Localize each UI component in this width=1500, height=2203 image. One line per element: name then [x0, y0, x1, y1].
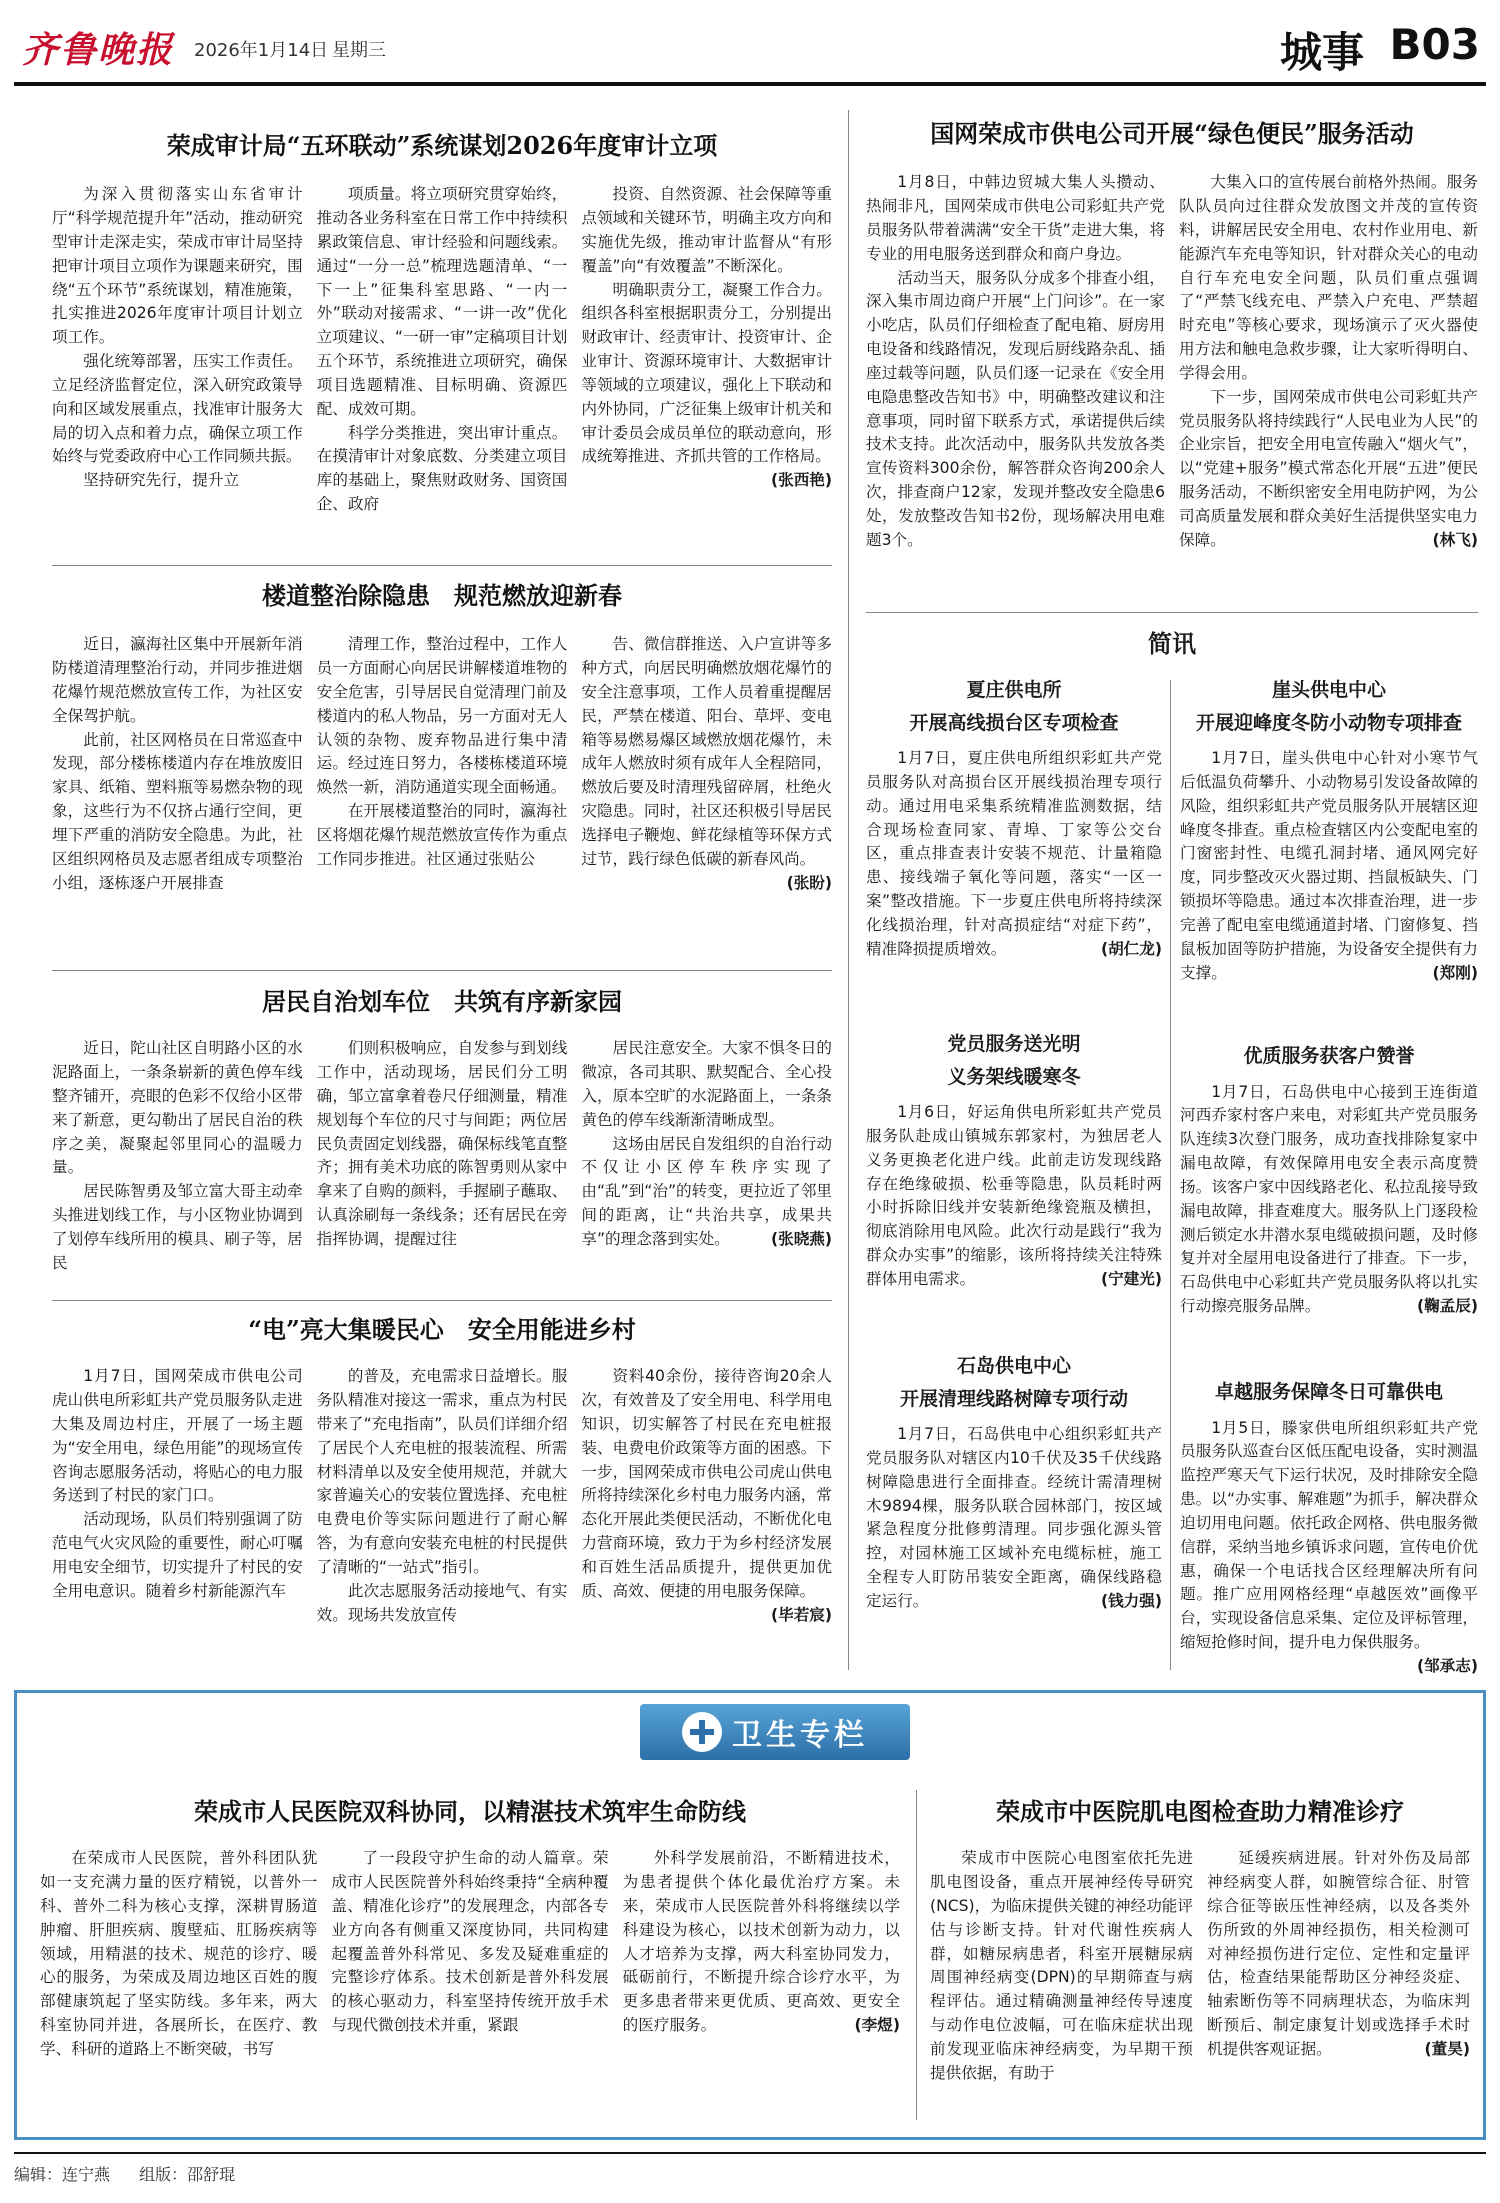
- paragraph: 明确职责分工，凝聚工作合力。组织各科室根据职责分工，分别提出财政审计、经责审计、投资审计、企业审计、资源环境审计、大数据审计等领域的立项建议，强化上下联动和内外协同，广泛征集上级审计机关和审计委员会成员单位的联动意向，形成统筹推进、齐抓共管的工作格局。 (张西艳): [581, 279, 832, 470]
- article-column: [581, 1037, 832, 1325]
- article-column: [581, 633, 832, 993]
- brief-body: 1月7日，石岛供电中心接到王连街道河西乔家村客户来电，对彩虹共产党员服务队连续3次登门服务，成功查找排除复家中漏电故障，有效保障用电安全表示高度赞扬。该客户家中因线路老化、私拉乱接导致漏电故障，排查难度大。服务队上门逐段检测后锁定水井潜水泵电缆破损问题，及时修复并对全屋用电设备进行了排查。下一步，石岛供电中心彩虹共产党员服务队将以扎实行动擦亮服务品牌。 (鞠孟辰): [1180, 1081, 1478, 1393]
- paragraph: 大集入口的宣传展台前格外热闹。服务队队员向过往群众发放图文并茂的宣传资料，讲解居民安全用电、农村作业用电、新能源汽车充电等知识，针对群众关心的电动自行车充电安全问题，队员们重点强调了“严禁飞线充电、严禁入户充电、严禁超时充电”等核心要求，现场演示了灭火器使用方法和触电急救步骤，让大家听得明白、学得会用。: [1179, 173, 1478, 382]
- article-column: [317, 633, 568, 993]
- brief-item: [1180, 676, 1478, 1047]
- article-audit: [52, 130, 832, 578]
- article-headline: 荣成市中医院肌电图检查助力精准诊疗: [996, 1797, 1404, 1826]
- masthead-rule: [14, 82, 1486, 86]
- article-headline: 荣成市人民医院双科协同，以精湛技术筑牢生命防线: [194, 1797, 746, 1826]
- page-number: B03: [1389, 20, 1480, 69]
- paragraph: 资料40余份，接待咨询20余人次，有效普及了安全用电、科学用电知识，切实解答了村民在充电桩报装、电费电价政策等方面的困惑。下一步，国网荣成市供电公司虎山供电所将持续深化乡村电力服务内涵，常态化开展此类便民活动，不断优化电力营商环境，致力于为乡村经济发展和百姓生活品质提升，提供更加优质、高效、便捷的用电服务保障。 (毕若宸): [581, 1365, 832, 1603]
- paragraph: 强化统筹部署，压实工作责任。立足经济监督定位，深入研究政策导向和区域发展重点，找准审计服务大局的切入点和着力点，确保立项工作始终与党委政府中心工作同频共振。: [52, 352, 303, 466]
- article-column: 延缓疾病进展。针对外伤及局部神经病变人群，如腕管综合征、肘管综合征等嵌压性神经病，以及各类外伤所致的外周神经损伤，相关检测可对神经损伤进行定位、定性和定量评估，检查结果能帮助区分神经炎症、轴索断伤等不同病理状态，为临床判断预后、制定康复计划或选择手术时机提供客观证据。 (董昊): [1207, 1847, 1470, 2127]
- article-column: [866, 171, 1165, 631]
- article-column: [581, 1365, 832, 1675]
- author-credit: (鞠孟辰): [1416, 1297, 1478, 1316]
- divider: [848, 110, 849, 1670]
- brief-title: 开展清理线路树障专项行动: [899, 1387, 1128, 1410]
- article-column: [581, 183, 832, 578]
- article-column: 在荣成市人民医院，普外科团队犹如一支充满力量的医疗精锐，以普外一科、普外二科为核心支撑，深耕胃肠道肿瘤、肝胆疾病、腹壁疝、肛肠疾病等领域，用精湛的技术、规范的诊疗、暖心的服务，为荣成及周边地区百姓的腹部健康筑起了坚实防线。多年来，两大科室协同并进，各展所长，在医疗、教学、科研的道路上不断突破，书写: [40, 1849, 318, 2058]
- briefs-section: [866, 624, 1478, 659]
- paragraph: 近日，陀山社区自明路小区的水泥路面上，一条条崭新的黄色停车线整齐铺开，亮眼的色彩不仅给小区带来了新意，更勾勒出了居民自治的秩序之美，凝聚起邻里同心的温暖力量。: [52, 1039, 303, 1177]
- brief-body: 1月7日，石岛供电中心组织彩虹共产党员服务队对辖区内10千伏及35千伏线路树障隐患进行全面排查。经统计需清理树木9894棵，服务队联合园林部门，按区域紧急程度分批修剪清理。同步强化源头管控，对园林施工区域补充电缆标桩，施工全程专人盯防吊装安全距离，确保线路稳定运行。 (钱力强): [866, 1423, 1162, 1673]
- article-column: 外科学发展前沿，不断精进技术，为患者提供个体化最优治疗方案。未来，荣成市人民医院普外科将继续以学科建设为核心，以技术创新为动力，以人才培养为支撑，两大科室协同发力，砥砺前行，不断提升综合诊疗水平，为更多患者带来更优质、更高效、更安全的医疗服务。 (李煜): [623, 1847, 900, 2127]
- brief-body: 1月6日，好运角供电所彩虹共产党员服务队赴成山镇城东郭家村，为独居老人义务更换老化进户线。此前走访发现线路存在绝缘破损、松垂等隐患，队员耗时两小时拆除旧线并安装新绝缘瓷瓶及横担，彻底消除用电风险。此次行动是践行“我为群众办实事”的缩影，该所将持续关注特殊群体用电需求。 (宁建光): [866, 1101, 1162, 1331]
- divider: [1170, 680, 1171, 1670]
- article-market-power: [52, 1314, 832, 1675]
- paragraph: 在开展楼道整治的同时，瀛海社区将烟花爆竹规范燃放宣传作为重点工作同步推进。社区通过张贴公: [316, 802, 568, 868]
- brief-title: 开展高线损台区专项检查: [909, 711, 1119, 734]
- paragraph: 项质量。将立项研究贯穿始终，推动各业务科室在日常工作中持续积累政策信息、审计经验和问题线索。通过“一分一总”梳理选题清单、“一下一上”征集科室思路、“一内一外”联动对接需求、“一讲一改”优化立项建议、“一研一审”定稿项目计划五个环节，系统推进立项研究，确保项目选题精准、目标明确、资源匹配、成效可期。: [316, 185, 568, 418]
- paragraph: 1月8日，中韩边贸城大集人头攒动、热闹非凡，国网荣成市供电公司彩虹共产党员服务队带着满满“安全干货”走进大集，将专业的用电服务送到群众和商户身边。: [866, 173, 1165, 263]
- author-credit: (邹承志): [1416, 1656, 1478, 1675]
- paragraph: 投资、自然资源、社会保障等重点领域和关键环节，明确主攻方向和实施优先级，推动审计监督从“有形覆盖”向“有效覆盖”不断深化。: [581, 185, 833, 275]
- author-credit: (张盼): [786, 873, 833, 892]
- article-column: [52, 1037, 303, 1325]
- issue-weekday: 星期三: [332, 40, 386, 61]
- brief-title: 义务架线暖寒冬: [947, 1065, 1081, 1088]
- brief-item: [866, 1352, 1162, 1673]
- article-column: [52, 633, 303, 993]
- author-credit: (林飞): [1432, 530, 1478, 549]
- paragraph: 为深入贯彻落实山东省审计厅“科学规范提升年”活动，推动研究型审计走深走实，荣成市审计局坚持把审计项目立项作为课题来研究，围绕“五个环节”系统谋划，精准施策，扎实推进2026年度审计项目计划立项工作。: [52, 185, 303, 347]
- article-emg-check: [930, 1796, 1470, 2127]
- page-footer: [14, 2152, 1486, 2185]
- health-column-label: 卫生专栏: [732, 1718, 868, 1753]
- masthead: [14, 0, 1486, 92]
- brief-org: 石岛供电中心: [956, 1355, 1071, 1377]
- editor-credit: 编辑：连宁燕: [14, 2165, 111, 2184]
- author-credit: (钱力强): [1100, 1591, 1162, 1610]
- article-column: [52, 183, 303, 578]
- paragraph: 1月7日，国网荣成市供电公司虎山供电所彩虹共产党员服务队走进大集及周边村庄，开展了一场主题为“安全用电，绿色用能”的现场宣传咨询志愿服务活动，将贴心的电力服务送到了村民的家门口。: [52, 1367, 303, 1505]
- brief-body: 1月7日，崖头供电中心针对小寒节气后低温负荷攀升、小动物易引发设备故障的风险，组织彩虹共产党员服务队开展辖区迎峰度冬排查。重点检查辖区内公变配电室的门窗密封性、电缆孔洞封堵、通风网完好度，同步整改灭火器过期、挡鼠板缺失、门锁损坏等隐患。通过本次排查治理，进一步完善了配电室电缆通道封堵、门窗修复、挡鼠板加固等防护措施，为设备安全提供有力支撑。 (郑刚): [1180, 747, 1478, 1047]
- paragraph: 居民注意安全。大家不惧冬日的微凉，各司其职、默契配合、全心投入，原本空旷的水泥路面上，一条条黄色的停车线渐渐清晰成型。: [581, 1039, 833, 1129]
- article-column: [317, 1365, 568, 1675]
- article-column: 荣成市中医院心电图室依托先进肌电图设备，重点开展神经传导研究(NCS)，为临床提供关键的神经功能评估与诊断支持。针对代谢性疾病人群，如糖尿病患者，科室开展糖尿病周围神经病变(DPN)的早期筛查与病程评估。通过精确测量神经传导速度与动作电位波幅，可在临床症状出现前发现亚临床神经病变，为早期干预提供依据，有助于: [930, 1849, 1193, 2082]
- author-credit: (董昊): [1424, 2039, 1470, 2058]
- author-credit: (毕若宸): [770, 1605, 833, 1624]
- brief-item: [1180, 1042, 1478, 1393]
- paragraph: 此次志愿服务活动接地气、有实效。现场共发放宣传: [316, 1581, 568, 1624]
- author-credit: (张晓燕): [770, 1229, 833, 1248]
- article-hospital-surgery: [40, 1796, 900, 2127]
- medical-cross-icon: [682, 1712, 722, 1752]
- divider: [866, 612, 1478, 613]
- brief-item: [1180, 1378, 1478, 1687]
- paragraph: 这场由居民自发组织的自治行动不仅让小区停车秩序实现了由“乱”到“治”的转变，更拉近了邻里间的距离，让“共治共享，成果共享”的理念落到实处。 (张晓燕): [581, 1133, 832, 1252]
- article-parking: [52, 986, 832, 1325]
- paragraph: 告、微信群推送、入户宣讲等多种方式，向居民明确燃放烟花爆竹的安全注意事项，工作人员着重提醒居民，严禁在楼道、阳台、草坪、变电箱等易燃易爆区域燃放烟花爆竹，未成年人燃放时须有成年人全程陪同，燃放后要及时清理残留碎屑，杜绝火灾隐患。同时，社区还积极引导居民选择电子鞭炮、鲜花绿植等环保方式过节，践行绿色低碳的新春风尚。 (张盼): [581, 633, 832, 871]
- paragraph: 们则积极响应，自发参与到划线工作中，活动现场，居民们分工明确，邹立富拿着卷尺仔细测量，精准规划每个车位的尺寸与间距；两位居民负责固定划线器，确保标线笔直整齐；拥有美术功底的陈智勇则从家中拿来了自购的颜料，手握刷子蘸取、认真涂刷每一条线条；还有居民在旁指挥协调，提醒过往: [316, 1039, 568, 1248]
- paragraph: 下一步，国网荣成市供电公司彩虹共产党员服务队将持续践行“人民电业为人民”的企业宗旨，把安全用电宣传融入“烟火气”，以“党建+服务”模式常态化开展“五进”便民服务活动，不断织密安全用电防护网，为公司高质量发展和群众美好生活提供坚实电力保障。 (林飞): [1179, 386, 1478, 553]
- brief-title: 卓越服务保障冬日可靠供电: [1214, 1381, 1443, 1403]
- paragraph: 的普及，充电需求日益增长。服务队精准对接这一需求，重点为村民带来了“充电指南”，队员们详细介绍了居民个人充电桩的报装流程、所需材料清单以及安全使用规范，并就大家普遍关心的安装位置选择、充电桩电费电价等实际问题进行了耐心解答，为有意向安装充电桩的村民提供了清晰的“一站式”指引。: [316, 1367, 568, 1576]
- article-column: [52, 1365, 303, 1675]
- author-credit: (胡仁龙): [1100, 939, 1162, 958]
- paragraph: 居民陈智勇及邹立富大哥主动牵头推进划线工作，与小区物业协调到了划停车线所用的模具、刷子等，居民: [52, 1182, 303, 1272]
- author-credit: (宁建光): [1100, 1269, 1162, 1288]
- article-column: 了一段段守护生命的动人篇章。荣成市人民医院普外科始终秉持“全病种覆盖、精准化诊疗”的发展理念，内部各专业方向各有侧重又深度协同，共同构建起覆盖普外科常见、多发及疑难重症的完整诊疗体系。技术创新是普外科发展的核心驱动力，科室坚持传统开放手术与现代微创技术并重，紧跟: [331, 1849, 609, 2035]
- article-column: [317, 1037, 568, 1325]
- issue-date: 2026年1月14日: [194, 40, 329, 61]
- article-headline: 荣成审计局“五环联动”系统谋划2026年度审计立项: [166, 131, 718, 160]
- article-column: [1179, 171, 1478, 631]
- author-credit: (李煜): [854, 2016, 900, 2035]
- article-column: [317, 183, 568, 578]
- brief-org: 崖头供电中心: [1271, 679, 1386, 701]
- brief-title: 开展迎峰度冬防小动物专项排查: [1195, 711, 1462, 734]
- brief-body: 1月7日，夏庄供电所组织彩虹共产党员服务队对高损台区开展线损治理专项行动。通过用电采集系统精准监测数据，结合现场检查同家、青埠、丁家等公交台区，重点排查表计安装不规范、计量箱隐患、接线端子氧化等问题，落实“一区一案”整改措施。下一步夏庄供电所将持续深化线损治理，针对高损症结“对症下药”，精准降损提质增效。 (胡仁龙): [866, 747, 1162, 999]
- newspaper-logo: 齐鲁晚报: [22, 29, 175, 71]
- health-column-banner: [640, 1704, 910, 1760]
- divider: [916, 1790, 917, 2120]
- author-credit: (张西艳): [770, 471, 833, 490]
- briefs-heading: 简讯: [1148, 629, 1196, 658]
- paragraph: 活动现场，队员们特别强调了防范电气火灾风险的重要性，耐心叮嘱用电安全细节，切实提升了村民的安全用电意识。随着乡村新能源汽车: [52, 1510, 303, 1600]
- paragraph: 此前，社区网格员在日常巡查中发现，部分楼栋楼道内存在堆放废旧家具、纸箱、塑料瓶等易燃杂物的现象，这些行为不仅挤占通行空间，更埋下严重的消防安全隐患。为此，社区组织网格员及志愿者组成专项整治小组，逐栋逐户开展排查: [52, 730, 303, 892]
- divider: [52, 1300, 832, 1301]
- paragraph: 活动当天，服务队分成多个排查小组，深入集市周边商户开展“上门问诊”。在一家小吃店，队员们仔细检查了配电箱、厨房用电设备和线路情况，发现后厨线路杂乱、插座过载等问题，队员们逐一记录在《安全用电隐患整改告知书》中，明确整改建议和注意事项，同时留下联系方式，承诺提供后续技术支持。此次活动中，服务队共发放各类宣传资料300余份，解答群众咨询200余人次，排查商户12家，发现并整改安全隐患6处，发放整改告知书2份，现场解决用电难题3个。: [866, 268, 1165, 549]
- article-green-service: [866, 118, 1478, 631]
- paragraph: 近日，瀛海社区集中开展新年消防楼道清理整治行动，并同步推进烟花爆竹规范燃放宣传工作，为社区安全保驾护航。: [52, 635, 303, 725]
- article-headline: “电”亮大集暖民心 安全用能进乡村: [248, 1315, 636, 1344]
- paragraph: 科学分类推进，突出审计重点。在摸清审计对象底数、分类建立项目库的基础上，聚焦财政财务、国资国企、政府: [316, 423, 568, 514]
- article-headline: 楼道整治除隐患 规范燃放迎新春: [262, 581, 622, 610]
- article-headline: 国网荣成市供电公司开展“绿色便民”服务活动: [930, 119, 1414, 148]
- article-headline: 居民自治划车位 共筑有序新家园: [262, 987, 622, 1016]
- section-name: 城事: [1279, 28, 1364, 77]
- divider: [52, 565, 832, 566]
- brief-body: 1月5日，滕家供电所组织彩虹共产党员服务队巡查台区低压配电设备，实时测温监控严寒天气下运行状况，及时排除安全隐患。以“办实事、解难题”为抓手，解决群众迫切用电问题。依托政企网格、供电服务微信群，采纳当地乡镇诉求问题，宣传电价优惠，确保一个电话找合区经理解决所有问题。推广应用网格经理“卓越医效”画像平台，实现设备信息采集、定位及评标管理，缩短抢修时间，提升电力保供服务。 (邹承志): [1180, 1417, 1478, 1687]
- designer-credit: 组版：邵舒琨: [139, 2165, 236, 2184]
- brief-item: [866, 676, 1162, 999]
- divider: [52, 970, 832, 971]
- brief-org: 夏庄供电所: [966, 679, 1062, 701]
- paragraph: 坚持研究先行，提升立: [83, 471, 240, 490]
- brief-item: [866, 1030, 1162, 1331]
- paragraph: 清理工作，整治过程中，工作人员一方面耐心向居民讲解楼道堆物的安全危害，引导居民自觉清理门前及楼道内的私人物品，另一方面对无人认领的杂物、废弃物品进行集中清运。经过连日努力，各楼栋楼道环境焕然一新，消防通道实现全面畅通。: [316, 635, 568, 797]
- article-corridor: [52, 580, 832, 993]
- author-credit: (郑刚): [1432, 963, 1478, 982]
- brief-org: 党员服务送光明: [947, 1033, 1081, 1055]
- brief-title: 优质服务获客户赞誉: [1243, 1045, 1415, 1067]
